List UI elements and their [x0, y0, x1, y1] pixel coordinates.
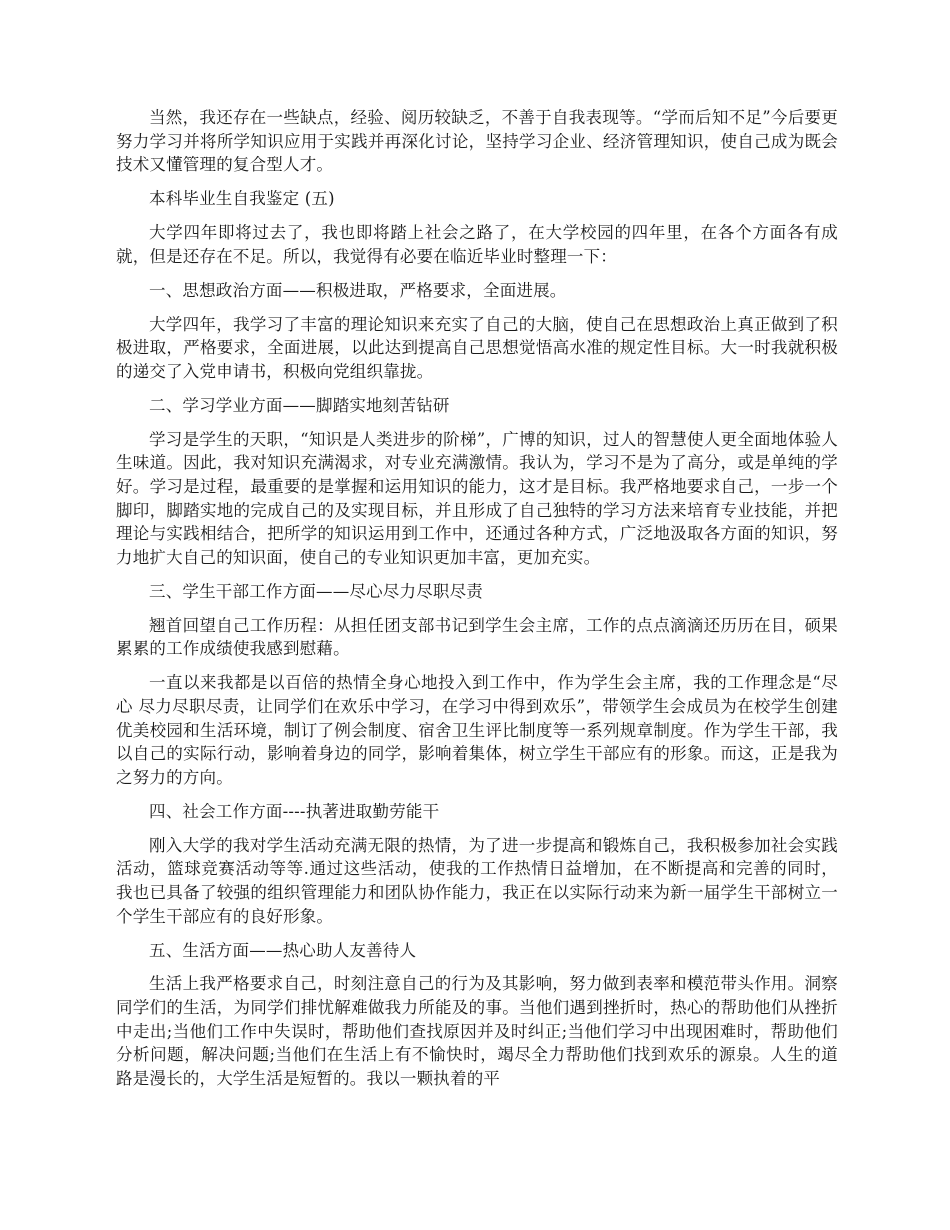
section-title: 本科毕业生自我鉴定 (五) [149, 189, 335, 209]
paragraph-closing-remarks: 当然，我还存在一些缺点，经验、阅历较缺乏，不善于自我表现等。“学而后知不足”今后要更努力学习并将所学知识应用于实践并再深化讨论，坚持学习企业、经济管理知识，使自己成为既会技术又懂管理的复合型人才。 [116, 108, 838, 175]
heading-student-cadre: 三、学生干部工作方面——尽心尽力尽职尽责 [149, 581, 483, 601]
paragraph-intro: 大学四年即将过去了，我也即将踏上社会之路了，在大学校园的四年里，在各个方面各有成就，但是还存在不足。所以，我觉得有必要在临近毕业时整理一下： [116, 223, 838, 266]
paragraph-political: 大学四年，我学习了丰富的理论知识来充实了自己的大脑，使自己在思想政治上真正做到了积极进取，严格要求，全面进展，以此达到提高自己思想觉悟高水准的规定性目标。大一时我就积极的递交了入党申请书，积极向党组织靠拢。 [116, 314, 838, 381]
paragraph-social-work: 刚入大学的我对学生活动充满无限的热情，为了进一步提高和锻炼自己，我积极参加社会实践活动，篮球竞赛活动等等.通过这些活动，使我的工作热情日益增加，在不断提高和完善的同时，我也已具备了较强的组织管理能力和团队协作能力，我正在以实际行动来为新一届学生干部树立一个学生干部应有的良好形象。 [116, 835, 838, 926]
paragraph-student-cadre-2: 一直以来我都是以百倍的热情全身心地投入到工作中，作为学生会主席，我的工作理念是“尽心 尽力尽职尽责，让同学们在欢乐中学习，在学习中得到欢乐”，带领学生会成员为在校学生创建优美校园和生活环境，制订了例会制度、宿舍卫生评比制度等一系列规章制度。作为学生干部，我以自己的实际行动，影响着身边的同学，影响着集体，树立学生干部应有的形象。而这，正是我为之努力的方向。 [116, 673, 838, 787]
heading-political: 一、思想政治方面——积极进取，严格要求，全面进展。 [149, 280, 567, 300]
paragraph-life: 生活上我严格要求自己，时刻注意自己的行为及其影响，努力做到表率和模范带头作用。洞察同学们的生活，为同学们排忧解难做我力所能及的事。当他们遇到挫折时，热心的帮助他们从挫折中走出;当他们工作中失误时，帮助他们查找原因并及时纠正;当他们学习中出现困难时，帮助他们分析问题，解决问题;当他们在生活上有不愉快时，竭尽全力帮助他们找到欢乐的源泉。人生的道路是漫长的，大学生活是短暂的。我以一颗执着的平 [116, 974, 838, 1088]
document-body [116, 106, 838, 1090]
paragraph-student-cadre-1: 翘首回望自己工作历程：从担任团支部书记到学生会主席，工作的点点滴滴还历历在目，硕果累累的工作成绩使我感到慰藉。 [116, 615, 838, 659]
heading-social-work: 四、社会工作方面----执著进取勤劳能干 [149, 801, 440, 821]
heading-life: 五、生活方面——热心助人友善待人 [149, 940, 417, 960]
heading-study: 二、学习学业方面——脚踏实地刻苦钻研 [149, 395, 450, 415]
paragraph-study: 学习是学生的天职，“知识是人类进步的阶梯”，广博的知识，过人的智慧使人更全面地体验人生味道。因此，我对知识充满渴求，对专业充满激情。我认为，学习不是为了高分，或是单纯的学好。学习是过程，最重要的是掌握和运用知识的能力，这才是目标。我严格地要求自己，一步一个脚印，脚踏实地的完成自己的及实现目标，并且形成了自己独特的学习方法来培育专业技能，并把理论与实践相结合，把所学的知识运用到工作中，还通过各种方式，广泛地汲取各方面的知识，努力地扩大自己的知识面，使自己的专业知识更加丰富，更加充实。 [116, 429, 838, 567]
